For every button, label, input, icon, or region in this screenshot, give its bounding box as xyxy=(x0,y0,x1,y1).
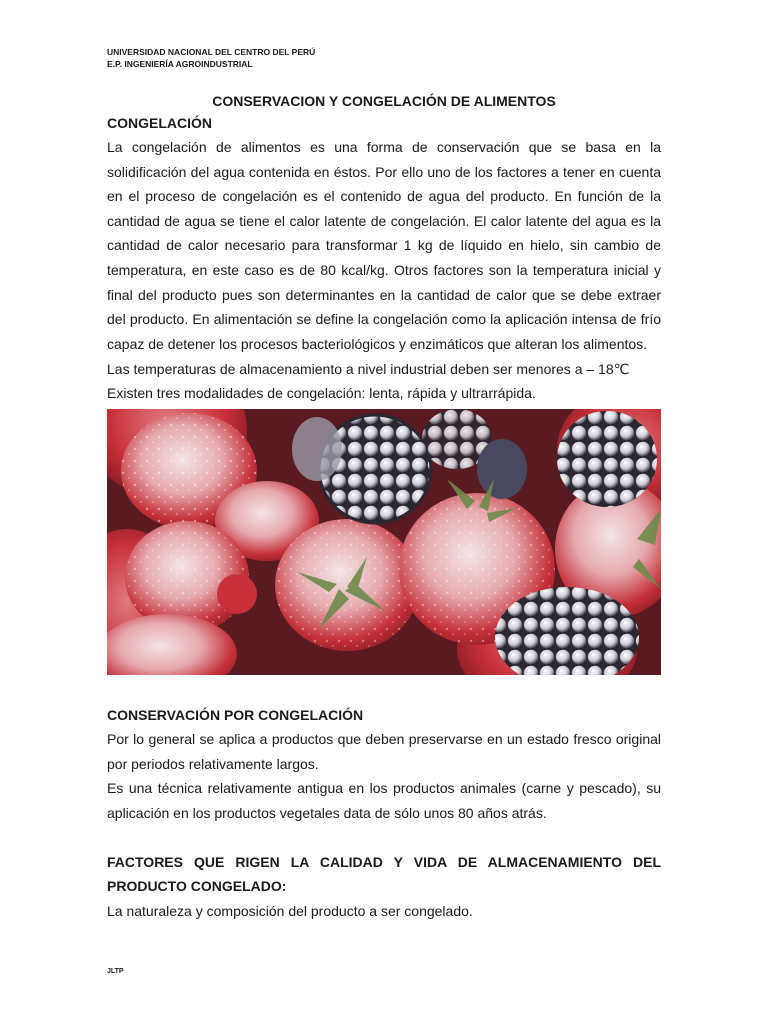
section-heading-factores: FACTORES QUE RIGEN LA CALIDAD Y VIDA DE ALMACENAMIENTO DEL PRODUCTO CONGELADO: xyxy=(107,854,661,894)
paragraph-conservacion-2: Es una técnica relativamente antigua en los productos animales (carne y pescado), su aplicación en los productos vegetales data de sólo unos 80 años atrás. xyxy=(107,780,661,821)
document-title: CONSERVACION Y CONGELACIÓN DE ALIMENTOS xyxy=(212,93,556,109)
school-name: E.P. INGENIERÍA AGROINDUSTRIAL xyxy=(107,59,253,69)
paragraph-modes: Existen tres modalidades de congelación: lenta, rápida y ultrarrápida. xyxy=(107,385,536,401)
document-header xyxy=(107,46,315,70)
paragraph-temperature: Las temperaturas de almacenamiento a nivel industrial deben ser menores a – 18℃ xyxy=(107,361,630,377)
paragraph-congelacion: La congelación de alimentos es una forma de conservación que se basa en la solidificación del agua contenida en éstos. Por ello uno de los factores a tener en cuenta en el proceso de congelación es el contenido de agua del producto. En función de la cantidad de agua se tiene el calor latente de congelación. El calor latente del agua es la cantidad de calor necesario para transformar 1 kg de líquido en hielo, sin cambio de temperatura, en este caso es de 80 kcal/kg. Otros factores son la temperatura inicial y final del producto pues son determinantes en la cantidad de calor que se debe extraer del producto. En alimentación se define la congelación como la aplicación intensa de frío capaz de detener los procesos bacteriológicos y enzimáticos que alteran los alimentos. xyxy=(107,139,661,352)
footer-initials: JLTP xyxy=(107,968,124,975)
section-heading-conservacion: CONSERVACIÓN POR CONGELACIÓN xyxy=(107,707,364,723)
frozen-berries-photo xyxy=(107,409,661,675)
paragraph-factores-1: La naturaleza y composición del producto a ser congelado. xyxy=(107,903,473,919)
university-name: UNIVERSIDAD NACIONAL DEL CENTRO DEL PERÚ xyxy=(107,47,316,57)
section-heading-congelacion: CONGELACIÓN xyxy=(107,115,212,131)
paragraph-conservacion-1: Por lo general se aplica a productos que deben preservarse en un estado fresco original por periodos relativamente largos. xyxy=(107,731,661,772)
